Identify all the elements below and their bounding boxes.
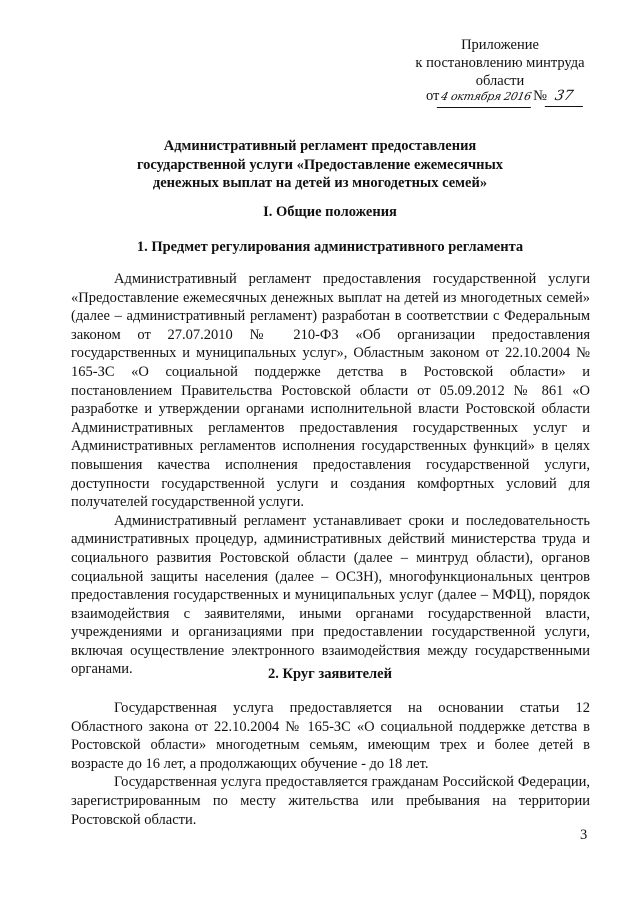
appendix-block — [400, 36, 600, 90]
appendix-line-2: к постановлению минтруда — [415, 55, 585, 71]
document-title — [110, 137, 530, 193]
paragraph: Государственная услуга предоставляется на основании статьи 12 Областного закона от 22.10.2004 № 165-ЗС «О социальной поддержке детства в Ростовской области» многодетным семьям, имеющим трех и более детей в возрасте до 16 лет, а продолжающих обучение - до 18 лет. — [71, 700, 590, 772]
title-line-1: Административный регламент предоставления — [163, 138, 477, 154]
paragraph: Административный регламент устанавливает сроки и последовательность административных процедур, административных действий министерства труда и социального развития Ростовской области (далее – минтруд области), органов социальной защиты населения (далее – ОСЗН), многофункциональных центров предоставления государственных и муниципальных услуг (далее – МФЦ), порядок взаимодействия с заявителями, иными органами государственной власти, учреждениями и организациями при предоставлении государственной услуги, включая осуществление электронного взаимодействия между государственными органами. — [71, 512, 590, 678]
handwritten-number: 37 — [545, 86, 587, 107]
paragraph: Административный регламент предоставления государственной услуги «Предоставление ежемесячных денежных выплат на детей из многодетных семей» (далее – административный регламент) разработан в соответствии с Федеральным законом от 27.07.2010 № 210-ФЗ «Об организации предоставления государственных и муниципальных услуг», Областным законом от 22.10.2004 № 165-ЗС «О социальной поддержке детства в Ростовской области» и постановлением Правительства Ростовской области от 05.09.2012 № 861 «О разработке и утверждении органами исполнительной власти Ростовской области Административных регламентов предоставления государственных услуг и Административных регламентов исполнения государственных функций» в целях повышения качества исполнения предоставления государственной услуги, доступности государственной услуги и создания комфортных условий для получателей государственной услуги. — [71, 271, 590, 511]
subsection-heading-subject: 1. Предмет регулирования административного регламента — [136, 239, 524, 255]
paragraph: Государственная услуга предоставляется гражданам Российской Федерации, зарегистрированным по месту жительства или пребывания на территории Ростовской области. — [71, 774, 590, 828]
subsection-2-body — [71, 699, 590, 829]
subsection-1-body — [71, 270, 590, 679]
section-heading-general: I. Общие положения — [263, 204, 397, 220]
number-prefix: № — [533, 88, 547, 104]
page-number: 3 — [580, 827, 588, 843]
handwritten-date: 4 октября 2016 — [437, 87, 535, 108]
subsection-heading-applicants: 2. Круг заявителей — [268, 666, 392, 682]
date-prefix: от — [426, 88, 440, 104]
appendix-line-3: области — [475, 73, 525, 89]
appendix-date-line — [426, 86, 596, 108]
title-line-3: денежных выплат на детей из многодетных семей» — [152, 175, 488, 191]
appendix-line-1: Приложение — [461, 37, 539, 53]
title-line-2: государственной услуги «Предоставление ежемесячных — [136, 156, 504, 173]
